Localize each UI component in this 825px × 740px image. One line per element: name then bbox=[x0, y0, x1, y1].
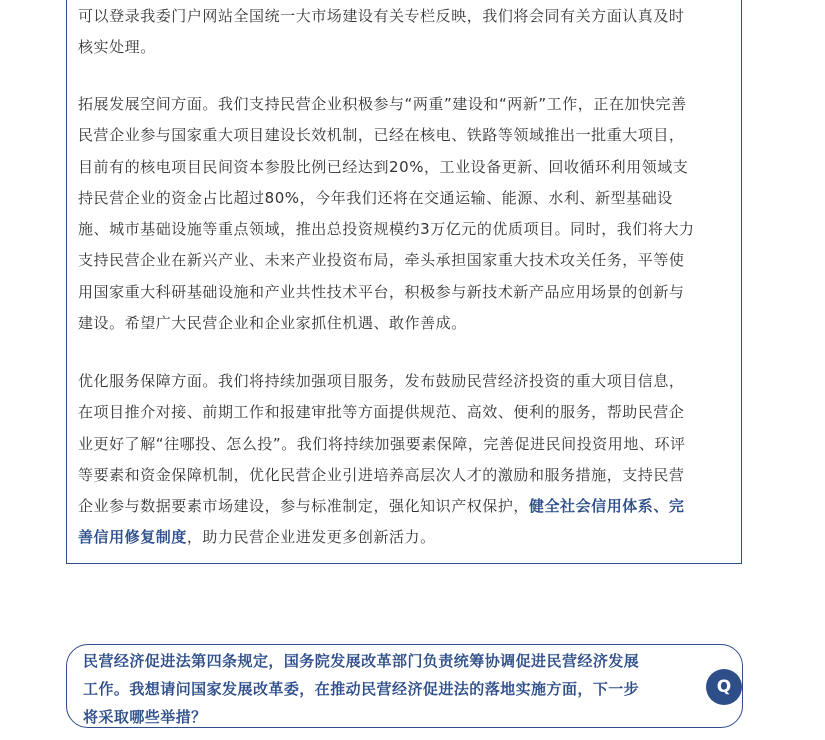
question-text: 民营经济促进法第四条规定，国务院发展改革部门负责统筹协调促进民营经济发展 工作。我想请问国家发展改革委，在推动民营经济促进法的落地实施方面，下一步 将采取哪些举措？ bbox=[83, 652, 640, 726]
question-box bbox=[66, 644, 743, 728]
service-text-after: ，助力民营企业进发更多创新活力。 bbox=[186, 528, 436, 547]
answer-paragraph-development-space: 拓展发展空间方面。我们支持民营企业积极参与“两重”建设和“两新”工作，正在加快完善 民营企业参与国家重大项目建设长效机制，已经在核电、铁路等领域推出一批重大项目， 目前有的核电项目民间资本参股比例已经达到20%，工业设备更新、回收循环利用领域支 持民营企业的资金占比超过80%，今年我们还将在交通运输、能源、水利、新型基础设 施、城市基础设施等重点领域，推出总投资规模约3万亿元的优质项目。同时，我们将大力 支持民营企业在新兴产业、未来产业投资布局，牵头承担国家重大技术攻关任务，平等使 用国家重大科研基础设施和产业共性技术平台，积极参与新技术新产品应用场景的创新与 建设。希望广大民营企业和企业家抓住机遇、敢作善成。 bbox=[78, 95, 695, 333]
service-text-before: 优化服务保障方面。我们将持续加强项目服务，发布鼓励民营经济投资的重大项目信息， 在项目推介对接、前期工作和报建审批等方面提供规范、高效、便利的服务，帮助民营企 业更好了解“往哪投、怎么投”。我们将持续加强要素保障，完善促进民间投资用地、环评 等要素和资金保障机制，优化民营企业引进培养高层次人才的激励和服务措施，支持民营 企业参与数据要素市场建设，参与标准制定，强化知识产权保护， bbox=[78, 372, 686, 516]
answer-paragraph-reporting: 可以登录我委门户网站全国统一大市场建设有关专栏反映，我们将会同有关方面认真及时 核实处理。 bbox=[78, 7, 685, 57]
question-badge: Q bbox=[706, 669, 742, 705]
answer-paragraph-service-guarantee bbox=[78, 366, 735, 554]
credit-system-highlight: 健全社会信用体系、完 善信用修复制度 bbox=[78, 497, 685, 547]
answer-box bbox=[66, 0, 742, 564]
